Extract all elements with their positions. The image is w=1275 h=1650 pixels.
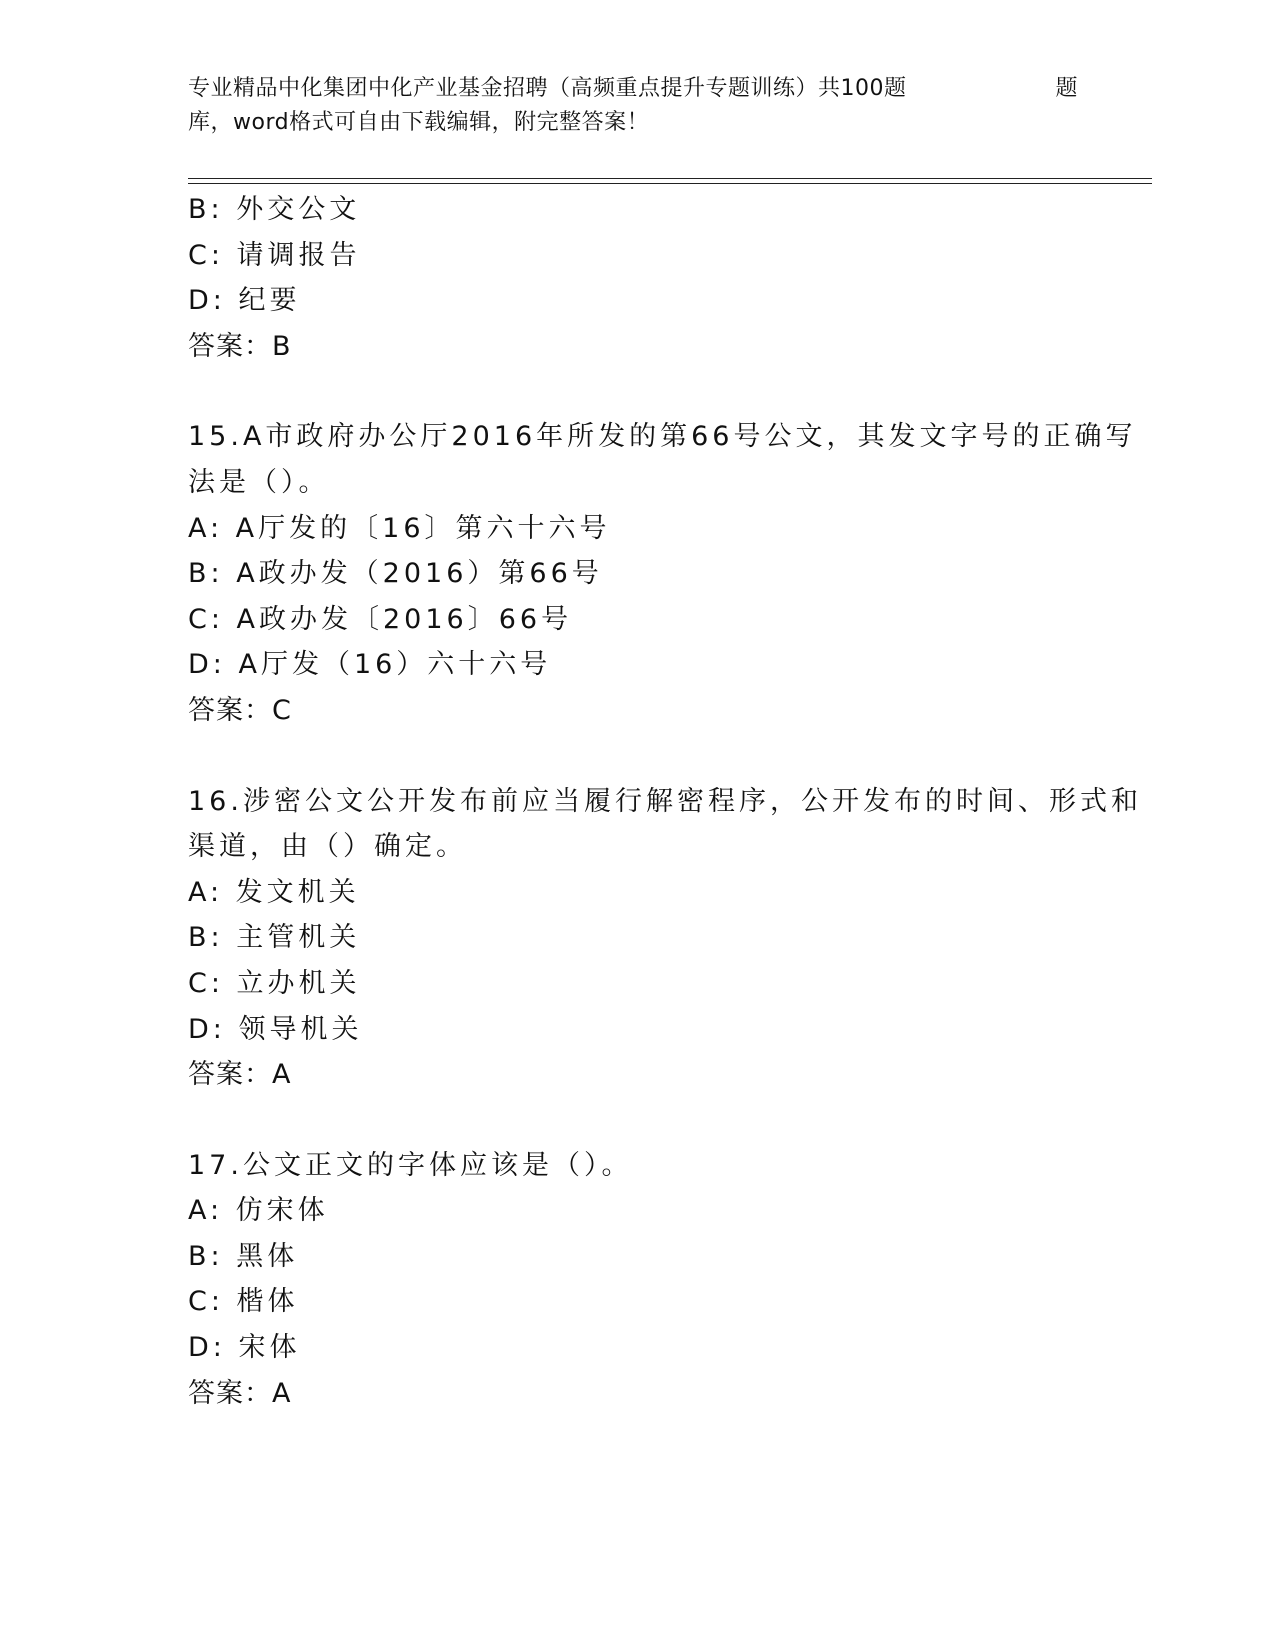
spacer — [188, 1098, 1088, 1143]
option-b: B: 主管机关 — [188, 922, 361, 954]
question-stem-line: 17.公文正文的字体应该是（）。 — [188, 1149, 633, 1181]
spacer — [188, 734, 1088, 779]
page-header — [188, 72, 1078, 140]
option-b: B: A政办发（2016）第66号 — [188, 558, 603, 590]
spacer — [188, 369, 1088, 414]
question-17 — [188, 1143, 1088, 1417]
document-body — [188, 187, 1142, 1416]
option-b: B: 黑体 — [188, 1240, 299, 1272]
answer-line: 答案：A — [188, 1059, 292, 1091]
question-stem-line: 15.A市政府办公厅2016年所发的第66号公文，其发文字号的正确写 — [188, 421, 1137, 453]
answer-line: 答案：B — [188, 330, 292, 362]
option-a: A: 发文机关 — [188, 876, 360, 908]
prev-question-block — [188, 187, 1088, 369]
question-15 — [188, 414, 1137, 733]
option-a: A: A厅发的〔16〕第六十六号 — [188, 512, 611, 544]
question-16 — [188, 779, 1142, 1098]
option-d: D: 纪要 — [188, 285, 301, 317]
header-rule-bottom — [188, 183, 1152, 184]
option-d: D: 领导机关 — [188, 1013, 363, 1045]
answer-line: 答案：A — [188, 1377, 292, 1409]
option-b: B: 外交公文 — [188, 194, 361, 225]
header-title-text: 专业精品中化集团中化产业基金招聘（高频重点提升专题训练）共100题 — [188, 76, 907, 101]
option-c: C: A政办发〔2016〕66号 — [188, 603, 573, 635]
header-title-line-2: 库，word格式可自由下载编辑，附完整答案！ — [188, 110, 650, 135]
header-title-tail: 题 — [1055, 76, 1078, 101]
header-rule-top — [188, 178, 1152, 179]
question-stem-line: 法是（）。 — [188, 466, 330, 498]
option-c: C: 请调报告 — [188, 239, 361, 271]
question-stem-line: 16.涉密公文公开发布前应当履行解密程序，公开发布的时间、形式和 — [188, 785, 1142, 817]
option-c: C: 楷体 — [188, 1286, 299, 1318]
option-a: A: 仿宋体 — [188, 1195, 329, 1227]
option-c: C: 立办机关 — [188, 967, 361, 999]
option-d: D: A厅发（16）六十六号 — [188, 649, 552, 681]
header-title-line-1 — [188, 72, 1078, 106]
answer-line: 答案：C — [188, 694, 292, 726]
question-stem-line: 渠道，由（）确定。 — [188, 831, 467, 863]
option-d: D: 宋体 — [188, 1332, 301, 1364]
